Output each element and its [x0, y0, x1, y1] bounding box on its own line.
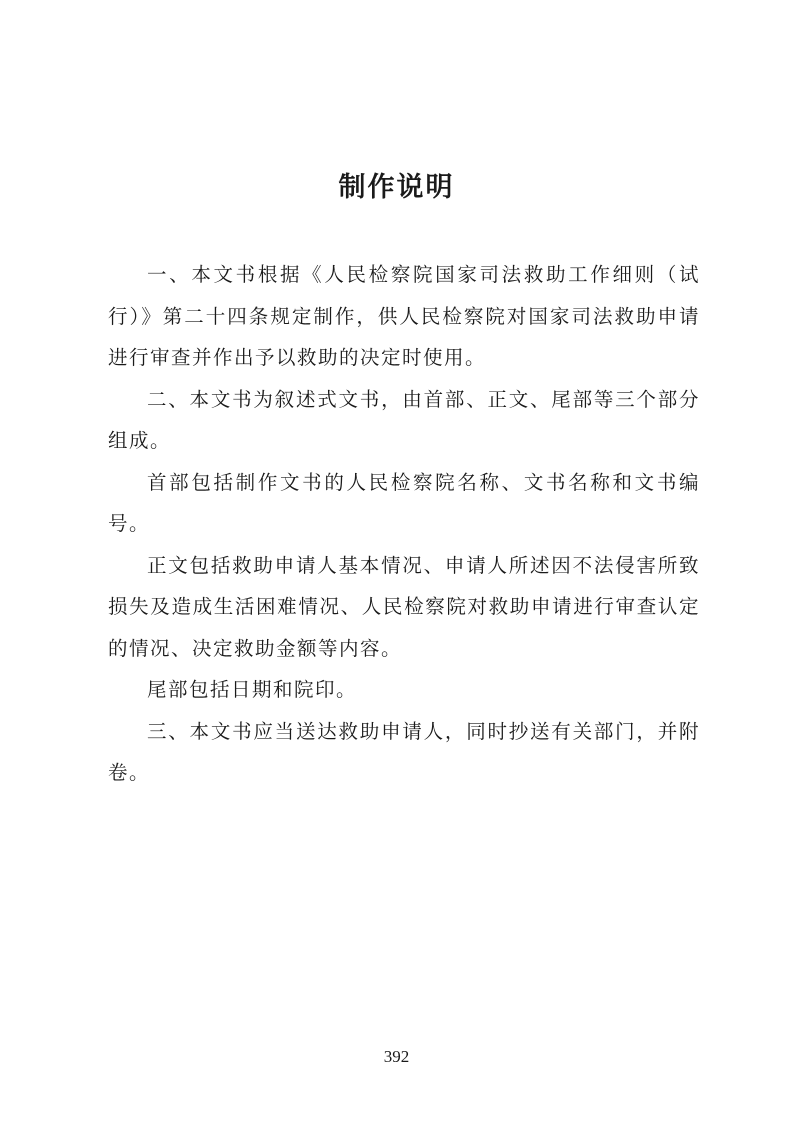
paragraph-delivery: 三、本文书应当送达救助申请人，同时抄送有关部门，并附卷。	[108, 719, 700, 784]
page-title: 制作说明	[338, 172, 455, 203]
paragraph-main-section: 正文包括救助申请人基本情况、申请人所述因不法侵害所致损失及造成生活困难情况、人民检察院对救助申请进行审查认定的情况、决定救助金额等内容。	[108, 553, 700, 660]
paragraph-header-section: 首部包括制作文书的人民检察院名称、文书名称和文书编号。	[108, 470, 700, 535]
paragraph-structure: 二、本文书为叙述式文书，由首部、正文、尾部等三个部分组成。	[108, 387, 700, 452]
paragraph-footer-section: 尾部包括日期和院印。	[147, 678, 358, 701]
paragraph-basis: 一、本文书根据《人民检察院国家司法救助工作细则（试行）》第二十四条规定制作，供人民检察院对国家司法救助申请进行审查并作出予以救助的决定时使用。	[108, 263, 700, 369]
document-body	[108, 254, 700, 794]
page-number: 392	[383, 1047, 410, 1066]
